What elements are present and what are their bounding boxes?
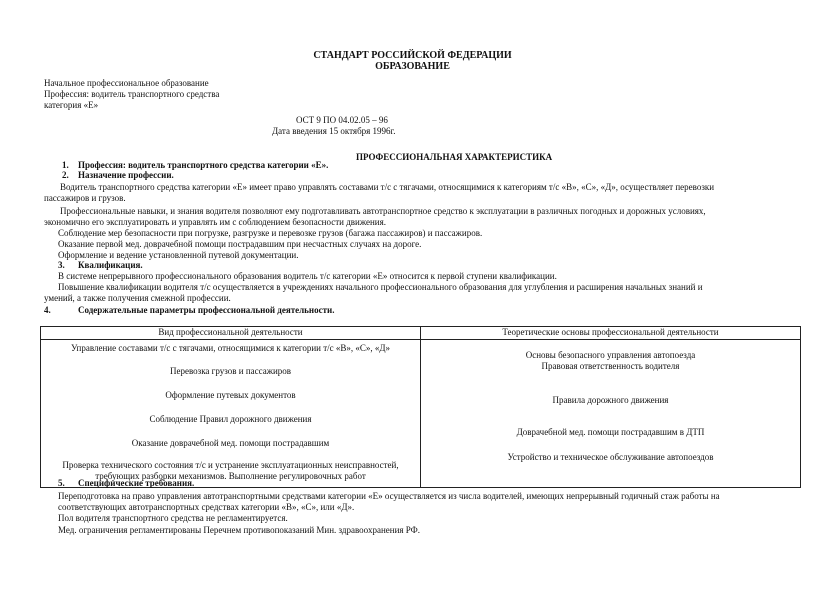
introduction-date: Дата введения 15 октября 1996г. xyxy=(272,126,396,136)
section-5-paragraph-1-cont: соответствующих автотранспортных средствах категории «В», «С», или «Д». xyxy=(58,502,355,512)
section-5-heading: Специфические требования. xyxy=(78,478,195,488)
document-subtitle: ОБРАЗОВАНИЕ xyxy=(375,61,450,72)
table-cell: Правила дорожного движения xyxy=(552,395,669,405)
section-3-heading: Квалификация. xyxy=(78,260,143,270)
section-2-paragraph-4: Оказание первой мед. доврачебной помощи пострадавшим при несчастных случаях на дороге. xyxy=(58,239,422,249)
table-cell: Основы безопасного управления автопоезда xyxy=(525,350,696,360)
table-cell: Правовая ответственность водителя xyxy=(541,361,680,371)
table-cell: Проверка технического состояния т/с и устранение эксплуатационных неисправностей, xyxy=(62,460,399,470)
table-header-activity: Вид профессиональной деятельности xyxy=(41,327,421,340)
section-3-paragraph-2: Повышение квалификации водителя т/с осуществляется в учреждениях начального профессионального образования для углубления и расширения начальных знаний и xyxy=(58,282,703,292)
section-2-paragraph-3: Соблюдение мер безопасности при погрузке, разгрузке и перевозке грузов (багажа пассажиров) и пассажиров. xyxy=(58,228,483,238)
section-2-paragraph-5: Оформление и ведение установленной путевой документации. xyxy=(58,250,299,260)
table-cell: Оказание доврачебной мед. помощи пострадавшим xyxy=(131,438,330,448)
document-title: СТАНДАРТ РОССИЙСКОЙ ФЕДЕРАЦИИ xyxy=(313,50,512,61)
section-5-number: 5. xyxy=(58,478,65,488)
section-5-paragraph-2: Пол водителя транспортного средства не регламентируется. xyxy=(58,513,288,523)
section-2-paragraph-1: Водитель транспортного средства категории «Е» имеет право управлять составами т/с с тягачами, относящимися к категориям т/с «В», «С», «Д», осуществляет перевозки xyxy=(60,182,715,192)
section-2-number: 2. xyxy=(62,170,69,180)
section-4-number: 4. xyxy=(44,305,51,315)
section-3-paragraph-2-cont: умений, а также получения смежной профессии. xyxy=(44,293,231,303)
table-cell: Устройство и техническое обслуживание автопоездов xyxy=(507,452,714,462)
section-3-number: 3. xyxy=(58,260,65,270)
table-cell: требующих разборки механизмов. Выполнение регулировочных работ xyxy=(95,471,366,481)
table-column-activity xyxy=(41,340,421,488)
table-cell: Управление составами т/с с тягачами, относящимися к категории т/с «В», «С», «Д» xyxy=(70,343,391,353)
section-1-text: Профессия: водитель транспортного средства категории «Е». xyxy=(78,160,329,170)
table-column-theory xyxy=(421,340,801,488)
table-cell: Соблюдение Правил дорожного движения xyxy=(149,414,312,424)
section-5-paragraph-3: Мед. ограничения регламентированы Перечнем противопоказаний Мин. здравоохранения РФ. xyxy=(58,525,420,535)
table-cell: Перевозка грузов и пассажиров xyxy=(169,366,292,376)
section-2-paragraph-1-cont: пассажиров и грузов. xyxy=(44,193,126,203)
section-2-heading: Назначение профессии. xyxy=(78,170,174,180)
activity-table xyxy=(40,326,801,488)
category-line: категория «Е» xyxy=(44,100,99,110)
table-cell: Оформление путевых документов xyxy=(165,390,296,400)
ost-number: ОСТ 9 ПО 04.02.05 – 96 xyxy=(296,115,388,125)
section-3-paragraph-1: В системе непрерывного профессионального образования водитель т/с категории «Е» относится к первой ступени квалификации. xyxy=(58,271,557,281)
section-2-paragraph-2-cont: экономично его эксплуатировать и управлять им с соблюдением безопасности движения. xyxy=(44,217,386,227)
section-1-number: 1. xyxy=(62,160,69,170)
section-4-heading: Содержательные параметры профессиональной деятельности. xyxy=(78,305,335,315)
table-header-theory: Теоретические основы профессиональной деятельности xyxy=(421,327,801,340)
section-5-paragraph-1: Переподготовка на право управления автотранспортными средствами категории «Е» осуществляется из числа водителей, имеющих непрерывный годичный стаж работы на xyxy=(58,491,720,501)
table-cell: Доврачебной мед. помощи пострадавшим в ДТП xyxy=(516,427,705,437)
education-level: Начальное профессиональное образование xyxy=(44,78,209,88)
section-title: ПРОФЕССИОНАЛЬНАЯ ХАРАКТЕРИСТИКА xyxy=(356,152,553,162)
profession-line: Профессия: водитель транспортного средства xyxy=(44,89,220,99)
section-2-paragraph-2: Профессиональные навыки, и знания водителя позволяют ему подготавливать автотранспортное средство к эксплуатации в различных погодных и дорожных условиях, xyxy=(60,206,706,216)
